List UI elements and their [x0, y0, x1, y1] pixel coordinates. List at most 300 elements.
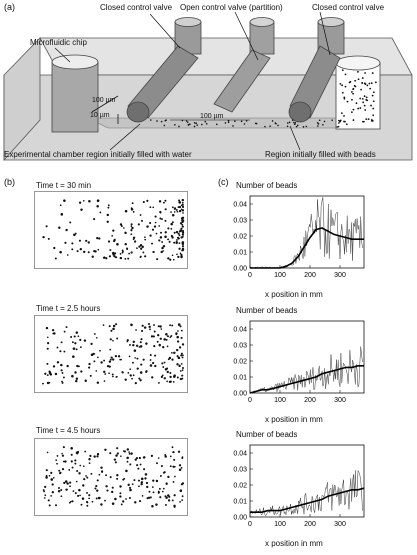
bead-dot [44, 373, 46, 375]
bead-dot [62, 382, 64, 384]
bead-dot [115, 376, 117, 378]
bead-profile-chart-3 [220, 439, 370, 539]
bead-dot [70, 447, 73, 450]
time-label-1: Time t = 30 min [36, 181, 92, 190]
bead-dot [58, 490, 60, 492]
bead-dot [155, 216, 157, 218]
bead-dot [180, 489, 183, 492]
bead-dot [170, 455, 172, 457]
bead-dot [115, 355, 117, 357]
channel-bead [244, 123, 246, 125]
bead-dot [165, 333, 168, 336]
plot-frame [250, 321, 364, 393]
reservoir-bead [343, 115, 345, 117]
reservoir-bead [364, 95, 366, 97]
bead-dot [172, 451, 174, 453]
bead-dot [159, 218, 161, 220]
bead-dot [133, 239, 135, 241]
bead-dot [165, 455, 167, 457]
bead-dot [74, 342, 76, 344]
bead-dot [165, 483, 167, 485]
chart-3-xlabel: x position in mm [265, 539, 323, 548]
bead-dot [124, 232, 126, 234]
bead-dot [115, 454, 117, 456]
bead-dot [169, 324, 171, 326]
bead-dot [125, 210, 128, 213]
bead-dot [119, 492, 121, 494]
bead-dot [44, 486, 46, 488]
reservoir-bead [357, 71, 359, 73]
bead-dot [88, 458, 90, 460]
bead-dot [58, 487, 60, 489]
bead-dot [77, 250, 79, 252]
bead-image-3 [34, 438, 188, 516]
bead-dot [78, 472, 80, 474]
bead-dot [55, 258, 57, 260]
bead-dot [134, 240, 136, 242]
bead-dot [178, 206, 180, 208]
bead-dot [103, 371, 105, 373]
x-tick-label: 300 [334, 521, 346, 528]
bead-dot [157, 341, 159, 343]
bead-dot [167, 238, 169, 240]
bead-dot [122, 371, 124, 373]
x-tick-label: 100 [274, 272, 286, 279]
channel-bead [319, 119, 321, 121]
bead-dot [109, 365, 111, 367]
bead-dot [86, 505, 88, 507]
bead-dot [79, 201, 81, 203]
bead-dot [60, 204, 62, 206]
bead-dot [151, 505, 154, 508]
bead-dot [85, 475, 87, 477]
bead-dot [172, 221, 174, 223]
bead-dot [112, 229, 114, 231]
callout-dim-100-vertical: 100 µm [92, 97, 116, 104]
bead-dot [55, 373, 57, 375]
bead-dot [172, 446, 174, 448]
bead-dot [173, 506, 175, 508]
bead-dot [166, 381, 168, 383]
reservoir-bead [372, 72, 374, 74]
bead-dot [129, 355, 131, 357]
bead-dot [178, 233, 180, 235]
bead-dot [53, 247, 55, 249]
bead-dot [88, 494, 90, 496]
channel-bead [306, 126, 308, 128]
bead-dot [177, 377, 179, 379]
bead-dot [113, 325, 115, 327]
bead-dot [161, 241, 163, 243]
bead-dot [174, 494, 176, 496]
bead-dot [173, 459, 175, 461]
bead-dot [170, 223, 173, 226]
bead-dot [143, 457, 145, 459]
bead-dot [128, 253, 130, 255]
bead-dot [109, 349, 111, 351]
callout-beads-region: Region initially filled with beads [265, 150, 376, 159]
bead-dot [131, 207, 133, 209]
raw-bead-count-line [250, 347, 363, 393]
bead-dot [182, 217, 184, 219]
x-tick-label: 200 [304, 397, 316, 404]
bead-dot [132, 344, 134, 346]
bead-dot [182, 248, 185, 251]
bead-dot [167, 476, 169, 478]
bead-dot [158, 457, 160, 459]
bead-dot [140, 371, 143, 374]
bead-dot [47, 452, 49, 454]
y-tick-label: 0.04 [233, 201, 247, 209]
bead-dot [170, 211, 172, 213]
bead-dot [178, 242, 180, 244]
bead-dot [151, 455, 153, 457]
bead-dot [107, 207, 109, 209]
reservoir-bead [370, 105, 372, 107]
bead-dot [61, 453, 63, 455]
bead-dot [125, 470, 128, 473]
bead-dot [118, 355, 120, 357]
y-tick-label: 0.01 [233, 374, 247, 382]
bead-dot [132, 483, 134, 485]
bead-dot [111, 235, 113, 237]
bead-dot [161, 376, 163, 378]
bead-dot [164, 377, 166, 379]
bead-dot [141, 481, 143, 483]
bead-dot [86, 501, 88, 503]
reservoir-bead [369, 83, 371, 85]
bead-dot [62, 468, 64, 470]
channel-bead [338, 126, 340, 128]
reservoir-bead [364, 72, 366, 74]
bead-dot [181, 224, 183, 226]
reservoir-bead [352, 93, 354, 95]
bead-dot [60, 489, 62, 491]
bead-dot [96, 498, 98, 500]
bead-dot [140, 214, 142, 216]
bead-dot [110, 330, 112, 332]
panel-c-label: (c) [218, 177, 229, 187]
bead-dot [47, 374, 49, 376]
bead-dot [57, 347, 59, 349]
bead-dot [149, 491, 151, 493]
reservoir-bead [364, 109, 366, 111]
bead-dot [48, 499, 50, 501]
bead-dot [128, 451, 130, 453]
bead-dot [76, 331, 79, 334]
bead-dot [147, 497, 149, 499]
channel-bead [164, 125, 166, 127]
bead-dot [75, 492, 77, 494]
reservoir-bead [356, 102, 358, 104]
chart-2-xlabel: x position in mm [265, 415, 323, 424]
bead-dot [176, 231, 178, 233]
bead-dot [111, 356, 113, 358]
bead-dot [144, 236, 146, 238]
bead-dot [158, 325, 160, 327]
channel-bead [287, 125, 289, 127]
bead-dot [135, 329, 137, 331]
bead-dot [92, 501, 94, 503]
bead-dot [131, 223, 133, 225]
bead-dot [96, 489, 98, 491]
bead-dot [61, 341, 63, 343]
channel-bead [186, 120, 188, 122]
bead-dot [134, 357, 136, 359]
bead-dot [180, 254, 182, 256]
bead-dot [152, 362, 154, 364]
bead-dot [72, 341, 74, 343]
bead-dot [171, 236, 173, 238]
bead-dot [180, 354, 182, 356]
bead-dot [107, 214, 109, 216]
bead-dot [104, 256, 106, 258]
bead-dot [155, 503, 157, 505]
channel-bead [194, 122, 196, 124]
y-tick-label: 0.03 [233, 466, 247, 474]
bead-dot [114, 252, 116, 254]
bead-dot [117, 452, 119, 454]
bead-dot [123, 227, 125, 229]
bead-dot [64, 242, 66, 244]
bead-dot [46, 327, 48, 329]
bead-dot [105, 474, 107, 476]
reservoir-bead [373, 91, 375, 93]
bead-dot [127, 341, 129, 343]
reservoir-bead [359, 107, 361, 109]
bead-dot [71, 375, 74, 378]
bead-dot [180, 378, 182, 380]
bead-dot [182, 225, 184, 227]
bead-dot [156, 480, 158, 482]
bead-dot [50, 472, 52, 474]
bead-scatter-1 [35, 192, 187, 268]
reservoir-bead [341, 112, 343, 114]
bead-dot [96, 455, 98, 457]
bead-profile-chart-1 [220, 190, 370, 290]
bead-dot [154, 225, 156, 227]
bead-dot [105, 485, 107, 487]
bead-dot [174, 466, 176, 468]
bead-dot [141, 478, 144, 481]
bead-dot [182, 206, 184, 208]
reservoir-bead [372, 95, 374, 97]
bead-dot [100, 361, 102, 363]
bead-dot [181, 208, 183, 210]
bead-dot [171, 352, 173, 354]
callout-chip: Microfluidic chip [30, 38, 87, 47]
bead-dot [179, 501, 181, 503]
bead-dot [75, 380, 77, 382]
bead-dot [167, 257, 169, 259]
bead-dot [83, 478, 85, 480]
bead-dot [97, 357, 99, 359]
bead-dot [63, 376, 65, 378]
bead-dot [109, 360, 111, 362]
bead-dot [74, 463, 76, 465]
bead-dot [46, 225, 48, 227]
channel-bead [275, 122, 277, 124]
bead-dot [150, 496, 152, 498]
bead-dot [175, 242, 177, 244]
bead-dot [79, 339, 81, 341]
bead-dot [165, 208, 167, 210]
bead-dot [88, 251, 90, 253]
bead-dot [160, 338, 162, 340]
channel-bead [189, 123, 191, 125]
channel-bead [241, 121, 243, 123]
callout-closed-valve-left: Closed control valve [100, 3, 173, 12]
bead-dot [61, 369, 63, 371]
reservoir-bead [366, 97, 368, 99]
x-tick-label: 200 [304, 521, 316, 528]
x-tick-label: 0 [248, 521, 252, 528]
bead-dot [156, 462, 158, 464]
y-tick-label: 0.02 [233, 482, 247, 490]
reservoir-bead [371, 82, 373, 84]
bead-dot [140, 256, 142, 258]
bead-dot [57, 361, 59, 363]
bead-dot [168, 496, 170, 498]
callout-dim-10: 10 µm [90, 112, 110, 119]
bead-dot [48, 238, 50, 240]
bead-dot [73, 347, 76, 350]
reservoir-bead [351, 91, 353, 93]
y-tick-label: 0.02 [233, 358, 247, 366]
bead-dot [178, 323, 181, 326]
reservoir-bead [343, 121, 345, 123]
reservoir-bead [371, 120, 373, 122]
bead-dot [181, 330, 183, 332]
bead-dot [97, 453, 99, 455]
bead-dot [79, 465, 81, 467]
bead-dot [146, 225, 148, 227]
bead-dot [88, 498, 90, 500]
bead-dot [155, 222, 157, 224]
bead-scatter-3 [35, 439, 187, 515]
bead-dot [181, 363, 183, 365]
y-tick-label: 0.00 [233, 390, 247, 398]
bead-dot [65, 229, 67, 231]
bead-dot [179, 464, 181, 466]
bead-dot [136, 345, 138, 347]
bead-dot [71, 242, 73, 244]
channel-bead [322, 124, 324, 126]
bead-dot [129, 368, 131, 370]
reservoir-bead [339, 83, 341, 85]
bead-dot [124, 258, 126, 260]
bead-dot [154, 365, 156, 367]
reservoir-bead [364, 105, 366, 107]
raw-bead-count-line [250, 197, 363, 268]
bead-dot [166, 339, 168, 341]
bead-dot [164, 236, 167, 239]
channel-bead [232, 125, 234, 127]
bead-dot [52, 483, 54, 485]
bead-dot [169, 372, 171, 374]
bead-dot [130, 452, 132, 454]
bead-dot [161, 465, 163, 467]
reservoir-bead [345, 86, 347, 88]
bead-dot [80, 370, 82, 372]
bead-dot [120, 455, 122, 457]
bead-dot [167, 346, 169, 348]
bead-dot [43, 491, 45, 493]
bead-dot [149, 328, 151, 330]
channel-bead [303, 126, 305, 128]
bead-dot [64, 331, 66, 333]
bead-dot [178, 451, 180, 453]
bead-dot [164, 220, 166, 222]
bead-dot [90, 375, 92, 377]
reservoir-bead [367, 85, 369, 87]
bead-dot [66, 482, 68, 484]
bead-dot [167, 227, 169, 229]
bead-dot [179, 231, 181, 233]
bead-dot [130, 229, 132, 231]
channel [88, 118, 360, 128]
bead-dot [79, 495, 81, 497]
bead-dot [119, 359, 121, 361]
bead-dot [88, 367, 90, 369]
channel-bead [228, 121, 230, 123]
bead-dot [115, 461, 117, 463]
bead-dot [93, 455, 95, 457]
bead-dot [109, 325, 111, 327]
reservoir-bead [347, 101, 349, 103]
bead-dot [129, 487, 131, 489]
bead-dot [158, 491, 160, 493]
bead-image-2 [34, 315, 188, 393]
bead-dot [99, 350, 101, 352]
bead-dot [104, 449, 106, 451]
bead-dot [180, 222, 182, 224]
reservoir-bead [372, 108, 374, 110]
bead-dot [181, 483, 183, 485]
bead-dot [171, 325, 173, 327]
chart-3-ylabel: Number of beads [236, 430, 298, 439]
microfluidic-chip-illustration [0, 0, 417, 175]
bead-dot [145, 342, 147, 344]
reservoir-bead [373, 100, 375, 102]
bead-dot [96, 237, 98, 239]
bead-scatter-2 [35, 316, 187, 392]
bead-dot [90, 343, 92, 345]
y-tick-label: 0.00 [233, 265, 247, 273]
bead-dot [116, 447, 118, 449]
x-tick-label: 200 [304, 272, 316, 279]
bead-dot [168, 499, 170, 501]
bead-dot [139, 346, 141, 348]
bead-dot [92, 353, 94, 355]
bead-dot [133, 341, 135, 343]
reservoir-bead [353, 119, 355, 121]
bead-dot [52, 329, 54, 331]
bead-dot [62, 372, 64, 374]
bead-dot [129, 497, 131, 499]
bead-dot [143, 468, 145, 470]
time-label-3: Time t = 4.5 hours [36, 426, 101, 435]
bead-dot [53, 332, 55, 334]
reservoir-bead [361, 82, 363, 84]
bead-dot [146, 200, 148, 202]
bead-dot [50, 495, 52, 497]
panel-a-label: (a) [4, 2, 15, 12]
bead-dot [160, 236, 162, 238]
bead-dot [112, 328, 115, 331]
bead-dot [142, 246, 144, 248]
bead-dot [182, 230, 184, 232]
